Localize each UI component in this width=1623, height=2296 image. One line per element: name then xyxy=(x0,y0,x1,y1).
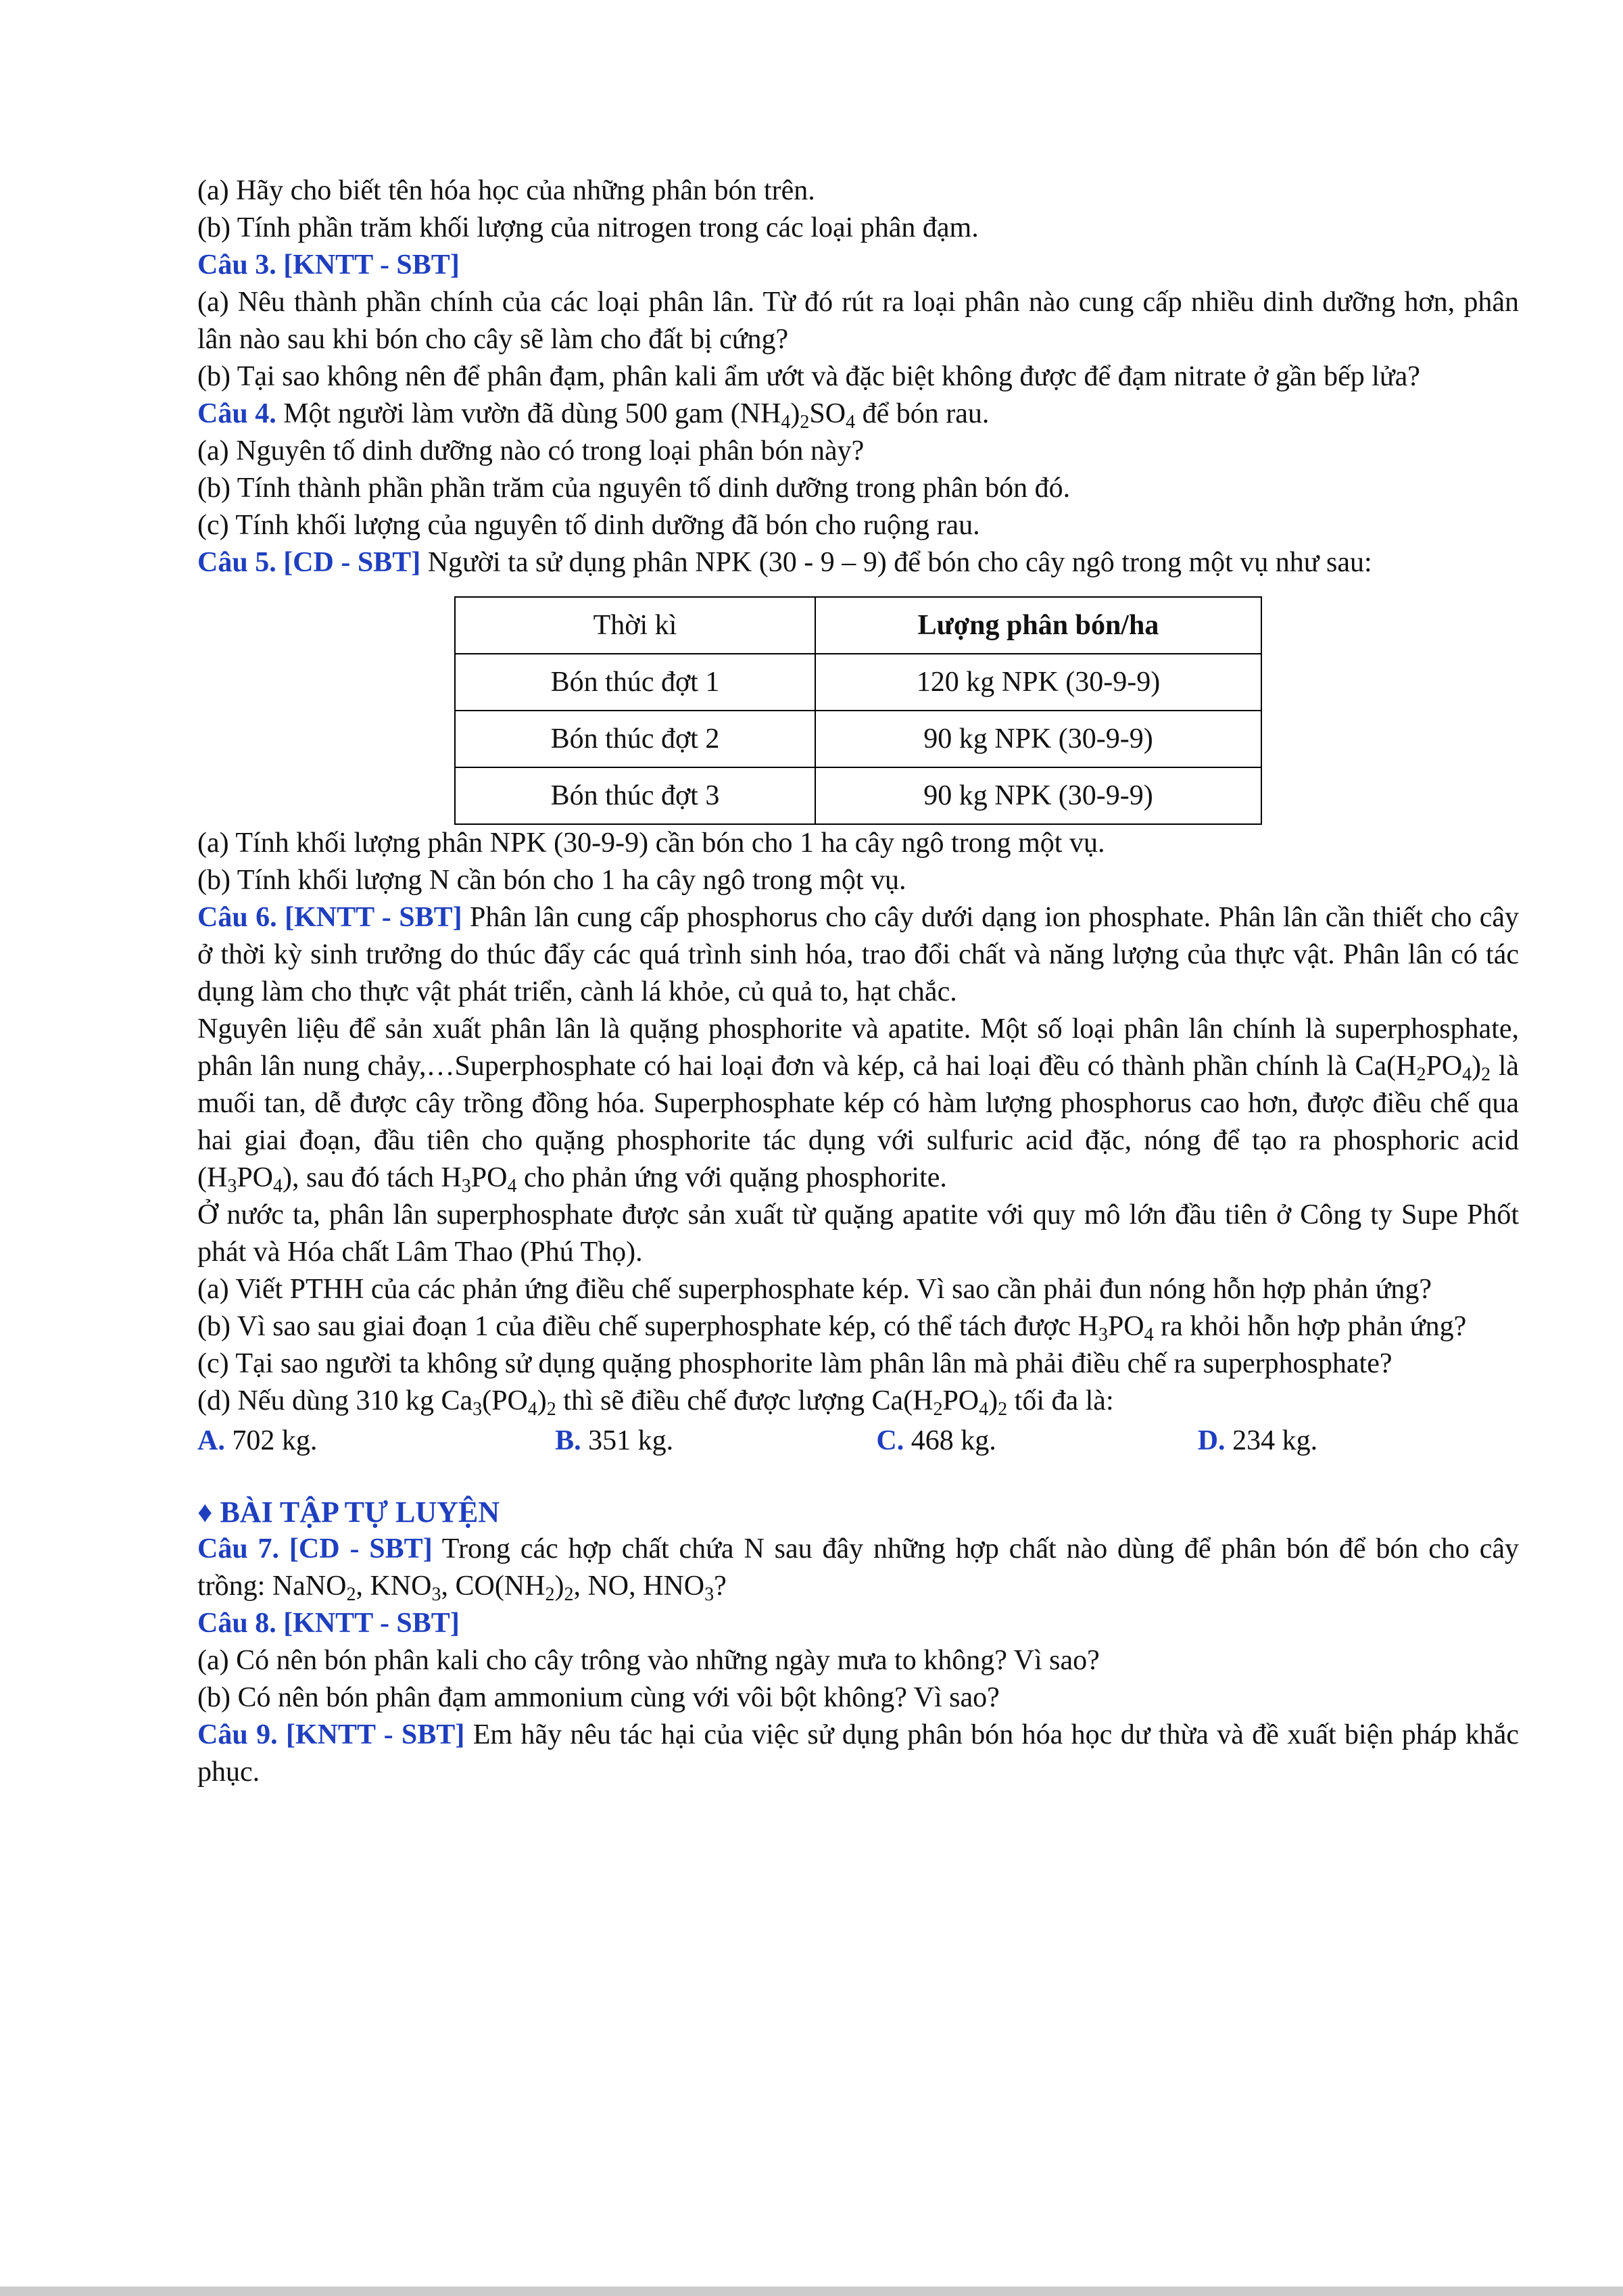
q3-part-b: (b) Tại sao không nên để phân đạm, phân kali ẩm ướt và đặc biệt không được để đạm nitrate ở gần bếp lửa? xyxy=(197,361,1420,392)
table-header-row xyxy=(455,597,1261,654)
option-b: B. 351 kg. xyxy=(555,1425,674,1456)
q6-part-b: (b) Vì sao sau giai đoạn 1 của điều chế superphosphate kép, có thể tách được $H_3PO_4$ ra khỏi hỗn hợp phản ứng? xyxy=(197,1311,1467,1345)
option-d: D. 234 kg. xyxy=(1197,1425,1318,1456)
table-row xyxy=(455,711,1261,767)
npk-table xyxy=(454,596,1262,825)
table-cell: Bón thúc đợt 1 xyxy=(455,654,815,711)
q8-part-b: (b) Có nên bón phân đạm ammonium cùng với vôi bột không? Vì sao? xyxy=(197,1682,1000,1713)
table-cell: Bón thúc đợt 2 xyxy=(455,711,815,767)
q6-part-c: (c) Tại sao người ta không sử dụng quặng phosphorite làm phân lân mà phải điều chế ra superphosphate? xyxy=(197,1348,1392,1379)
q2-part-b: (b) Tính phần trăm khối lượng của nitrogen trong các loại phân đạm. xyxy=(197,212,979,243)
q7-stem: Câu 7. [CD - SBT] Trong các hợp chất chứa N sau đây những hợp chất nào dùng để phân bón để bón cho cây trồng: NaNO$_2$, $KNO_3$, $CO(NH_2)_2$, NO, $HNO_3$? xyxy=(197,1533,1519,1605)
table-row xyxy=(455,767,1261,824)
q6-part-a: (a) Viết PTHH của các phản ứng điều chế superphosphate kép. Vì sao cần phải đun nóng hỗn hợp phản ứng? xyxy=(197,1274,1432,1305)
q6-paragraph-2: Nguyên liệu để sản xuất phân lân là quặng phosphorite và apatite. Một số loại phân lân chính là superphosphate, phân lân nung chảy,…Superphosphate có hai loại đơn và kép, cả hai loại đều có thành phần chính là $Ca(H_2PO_4)_2$ là muối tan, dễ được cây trồng đồng hóa. Superphosphate kép có hàm lượng phosphorus cao hơn, được điều chế qua hai giai đoạn, đầu tiên cho quặng phosphorite tác dụng với sulfuric acid đặc, nóng để tạo ra phosphoric acid $(H_3PO_4)$, sau đó tách $H_3PO_4$ cho phản ứng với quặng phosphorite. xyxy=(197,1013,1520,1197)
q5-part-b: (b) Tính khối lượng N cần bón cho 1 ha cây ngô trong một vụ. xyxy=(197,865,906,896)
q3-label: Câu 3. [KNTT - SBT] xyxy=(197,249,460,281)
q2-part-a: (a) Hãy cho biết tên hóa học của những phân bón trên. xyxy=(197,175,815,206)
q3-part-a: (a) Nêu thành phần chính của các loại phân lân. Từ đó rút ra loại phân nào cung cấp nhiều dinh dưỡng hơn, phân lân nào sau khi bón cho cây sẽ làm cho đất bị cứng? xyxy=(197,287,1519,355)
table-cell: 120 kg NPK (30-9-9) xyxy=(815,654,1261,711)
q4-part-b: (b) Tính thành phần phần trăm của nguyên tố dinh dưỡng trong phân bón đó. xyxy=(197,473,1071,504)
q8-label: Câu 8. [KNTT - SBT] xyxy=(197,1608,460,1639)
q6-paragraph-3: Ở nước ta, phân lân superphosphate được sản xuất từ quặng apatite với quy mô lớn đầu tiên ở Công ty Supe Phốt phát và Hóa chất Lâm Thao (Phú Thọ). xyxy=(197,1199,1519,1268)
q9-label: Câu 9. [KNTT - SBT] xyxy=(197,1719,465,1750)
q7-label: Câu 7. [CD - SBT] xyxy=(197,1533,433,1564)
q5-part-a: (a) Tính khối lượng phân NPK (30-9-9) cần bón cho 1 ha cây ngô trong một vụ. xyxy=(197,828,1105,859)
q9-stem: Câu 9. [KNTT - SBT] Em hãy nêu tác hại của việc sử dụng phân bón hóa học dư thừa và đề xuất biện pháp khắc phục. xyxy=(197,1719,1519,1788)
q8-part-a: (a) Có nên bón phân kali cho cây trông vào những ngày mưa to không? Vì sao? xyxy=(197,1645,1100,1676)
table-row xyxy=(455,654,1261,711)
section-heading: ♦ BÀI TẬP TỰ LUYỆN xyxy=(197,1496,500,1529)
q5-stem: Câu 5. [CD - SBT] Người ta sử dụng phân NPK (30 - 9 – 9) để bón cho cây ngô trong một vụ như sau: xyxy=(197,547,1372,578)
answer-options xyxy=(197,1422,1519,1460)
table-cell: 90 kg NPK (30-9-9) xyxy=(815,767,1261,824)
q6-part-d: (d) Nếu dùng 310 kg $Ca_3(PO_4)_2$ thì sẽ điều chế được lượng $Ca(H_2PO_4)_2$ tối đa là: xyxy=(197,1385,1114,1420)
q4-stem: Câu 4. Một người làm vườn đã dùng 500 gam $(NH_4)_2SO_4$ để bón rau. xyxy=(197,398,990,433)
table-cell: 90 kg NPK (30-9-9) xyxy=(815,711,1261,767)
npk-table-wrapper xyxy=(454,596,1519,825)
option-c: C. 468 kg. xyxy=(876,1425,996,1456)
table-header-cell: Thời kì xyxy=(455,597,815,654)
table-header-cell: Lượng phân bón/ha xyxy=(815,597,1261,654)
table-cell: Bón thúc đợt 3 xyxy=(455,767,815,824)
q4-part-c: (c) Tính khối lượng của nguyên tố dinh dưỡng đã bón cho ruộng rau. xyxy=(197,510,980,541)
q6-label: Câu 6. [KNTT - SBT] xyxy=(197,902,462,933)
q4-part-a: (a) Nguyên tố dinh dưỡng nào có trong loại phân bón này? xyxy=(197,435,865,467)
document-page xyxy=(197,172,1519,1791)
q4-label: Câu 4. xyxy=(197,398,276,429)
q6-paragraph-1: Câu 6. [KNTT - SBT] Phân lân cung cấp phosphorus cho cây dưới dạng ion phosphate. Phân lân cần thiết cho cây ở thời kỳ sinh trưởng do thúc đẩy các quá trình sinh hóa, trao đổi chất và năng lượng của thực vật. Phân lân có tác dụng làm cho thực vật phát triển, cành lá khỏe, củ quả to, hạt chắc. xyxy=(197,902,1519,1007)
page-bottom-edge xyxy=(0,2287,1623,2296)
option-a: A. 702 kg. xyxy=(197,1425,318,1456)
q5-label: Câu 5. [CD - SBT] xyxy=(197,547,421,578)
